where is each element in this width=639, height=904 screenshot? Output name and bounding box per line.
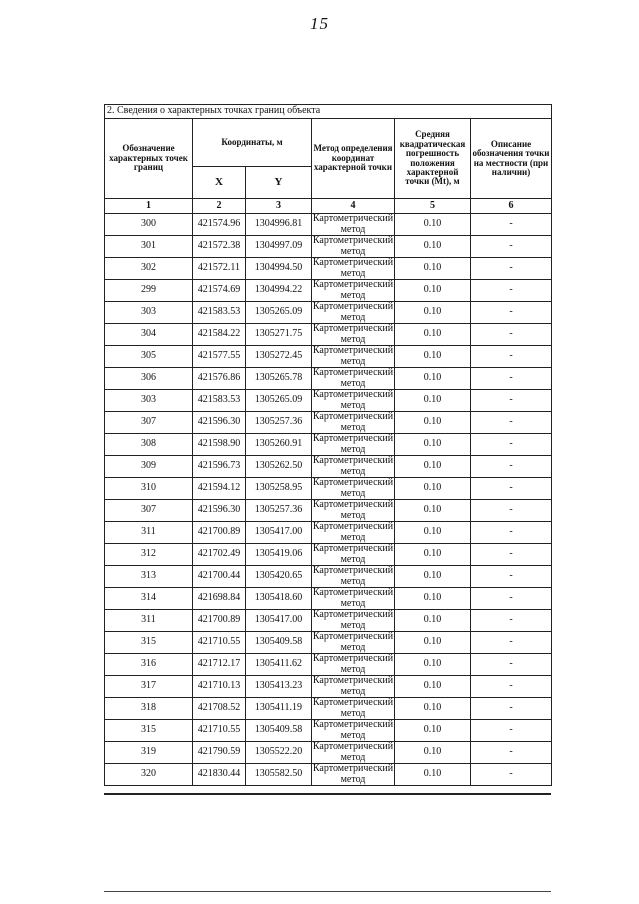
method-cell: Картометрический метод	[312, 279, 394, 301]
error-cell: 0.10	[395, 478, 471, 500]
x-cell: 421594.12	[193, 478, 246, 500]
description-cell: -	[471, 478, 552, 500]
y-cell: 1305260.91	[246, 434, 312, 456]
description-cell: -	[471, 742, 552, 764]
x-cell: 421577.55	[193, 346, 246, 368]
error-cell: 0.10	[395, 236, 471, 258]
method-cell: Картометрический метод	[312, 323, 394, 345]
description-cell: -	[471, 434, 552, 456]
error-cell: 0.10	[395, 588, 471, 610]
point-cell: 313	[105, 566, 193, 588]
method-cell: Картометрический метод	[312, 477, 394, 499]
y-cell: 1305257.36	[246, 412, 312, 434]
description-cell: -	[471, 280, 552, 302]
point-cell: 302	[105, 258, 193, 280]
description-cell: -	[471, 522, 552, 544]
error-cell: 0.10	[395, 632, 471, 654]
method-cell: Картометрический метод	[312, 367, 394, 389]
description-cell: -	[471, 346, 552, 368]
description-cell: -	[471, 412, 552, 434]
error-cell: 0.10	[395, 566, 471, 588]
x-cell: 421710.55	[193, 632, 246, 654]
point-cell: 305	[105, 346, 193, 368]
point-cell: 309	[105, 456, 193, 478]
error-cell: 0.10	[395, 390, 471, 412]
error-cell: 0.10	[395, 280, 471, 302]
y-cell: 1305262.50	[246, 456, 312, 478]
x-cell: 421830.44	[193, 764, 246, 786]
x-cell: 421574.69	[193, 280, 246, 302]
method-cell: Картометрический метод	[312, 741, 394, 763]
error-cell: 0.10	[395, 214, 471, 236]
description-cell: -	[471, 676, 552, 698]
method-cell: Картометрический метод	[312, 345, 394, 367]
description-cell: -	[471, 610, 552, 632]
column-number: 5	[395, 199, 471, 214]
method-cell: Картометрический метод	[312, 543, 394, 565]
y-cell: 1305522.20	[246, 742, 312, 764]
table-row	[105, 588, 552, 610]
y-cell: 1305411.62	[246, 654, 312, 676]
header-x: X	[193, 167, 246, 199]
method-cell: Картометрический метод	[312, 587, 394, 609]
x-cell: 421700.89	[193, 522, 246, 544]
point-cell: 303	[105, 302, 193, 324]
y-cell: 1305271.75	[246, 324, 312, 346]
y-cell: 1304994.22	[246, 280, 312, 302]
y-cell: 1305265.09	[246, 302, 312, 324]
description-cell: -	[471, 456, 552, 478]
description-cell: -	[471, 236, 552, 258]
table-row	[105, 214, 552, 236]
table-row	[105, 764, 552, 786]
x-cell: 421583.53	[193, 390, 246, 412]
description-cell: -	[471, 500, 552, 522]
point-cell: 301	[105, 236, 193, 258]
description-cell: -	[471, 258, 552, 280]
error-cell: 0.10	[395, 500, 471, 522]
header-designation: Обозначение характерных точек границ	[105, 119, 193, 199]
x-cell: 421702.49	[193, 544, 246, 566]
description-cell: -	[471, 302, 552, 324]
column-number: 1	[105, 199, 193, 214]
header-description: Описание обозначения точки на местности (при наличии)	[471, 119, 552, 199]
x-cell: 421572.11	[193, 258, 246, 280]
table-row	[105, 302, 552, 324]
table-row	[105, 456, 552, 478]
table-row	[105, 478, 552, 500]
footer-line	[104, 891, 551, 892]
method-cell: Картометрический метод	[312, 499, 394, 521]
table-row	[105, 368, 552, 390]
x-cell: 421710.13	[193, 676, 246, 698]
table-row	[105, 434, 552, 456]
table-row	[105, 346, 552, 368]
table-row	[105, 632, 552, 654]
table-row	[105, 544, 552, 566]
error-cell: 0.10	[395, 346, 471, 368]
method-cell: Картометрический метод	[312, 213, 394, 235]
y-cell: 1305272.45	[246, 346, 312, 368]
x-cell: 421598.90	[193, 434, 246, 456]
x-cell: 421596.30	[193, 500, 246, 522]
description-cell: -	[471, 214, 552, 236]
x-cell: 421700.89	[193, 610, 246, 632]
table-row	[105, 522, 552, 544]
method-cell: Картометрический метод	[312, 653, 394, 675]
y-cell: 1305582.50	[246, 764, 312, 786]
point-cell: 299	[105, 280, 193, 302]
point-cell: 303	[105, 390, 193, 412]
description-cell: -	[471, 588, 552, 610]
table-body	[105, 214, 552, 786]
header-y: Y	[246, 167, 312, 199]
x-cell: 421583.53	[193, 302, 246, 324]
header-coordinates: Координаты, м	[193, 119, 312, 167]
method-cell: Картометрический метод	[312, 719, 394, 741]
error-cell: 0.10	[395, 742, 471, 764]
error-cell: 0.10	[395, 676, 471, 698]
method-cell: Картометрический метод	[312, 411, 394, 433]
error-cell: 0.10	[395, 434, 471, 456]
x-cell: 421790.59	[193, 742, 246, 764]
x-cell: 421712.17	[193, 654, 246, 676]
method-cell: Картометрический метод	[312, 565, 394, 587]
point-cell: 308	[105, 434, 193, 456]
description-cell: -	[471, 698, 552, 720]
y-cell: 1305265.09	[246, 390, 312, 412]
boundary-points-table	[104, 104, 552, 786]
method-cell: Картометрический метод	[312, 521, 394, 543]
table-row	[105, 390, 552, 412]
table-row	[105, 324, 552, 346]
table-row	[105, 654, 552, 676]
point-cell: 314	[105, 588, 193, 610]
point-cell: 311	[105, 610, 193, 632]
divider-line	[104, 793, 551, 795]
error-cell: 0.10	[395, 368, 471, 390]
x-cell: 421576.86	[193, 368, 246, 390]
method-cell: Картометрический метод	[312, 235, 394, 257]
description-cell: -	[471, 566, 552, 588]
point-cell: 316	[105, 654, 193, 676]
point-cell: 315	[105, 632, 193, 654]
error-cell: 0.10	[395, 456, 471, 478]
y-cell: 1305409.58	[246, 720, 312, 742]
x-cell: 421700.44	[193, 566, 246, 588]
column-number: 4	[312, 199, 395, 214]
point-cell: 317	[105, 676, 193, 698]
table-row	[105, 280, 552, 302]
y-cell: 1305420.65	[246, 566, 312, 588]
x-cell: 421596.30	[193, 412, 246, 434]
x-cell: 421572.38	[193, 236, 246, 258]
y-cell: 1305257.36	[246, 500, 312, 522]
y-cell: 1305409.58	[246, 632, 312, 654]
y-cell: 1305258.95	[246, 478, 312, 500]
method-cell: Картометрический метод	[312, 697, 394, 719]
point-cell: 319	[105, 742, 193, 764]
method-cell: Картометрический метод	[312, 609, 394, 631]
column-number: 2	[193, 199, 246, 214]
error-cell: 0.10	[395, 654, 471, 676]
table-row	[105, 566, 552, 588]
point-cell: 307	[105, 412, 193, 434]
point-cell: 307	[105, 500, 193, 522]
x-cell: 421698.84	[193, 588, 246, 610]
y-cell: 1305413.23	[246, 676, 312, 698]
point-cell: 306	[105, 368, 193, 390]
column-number: 3	[246, 199, 312, 214]
y-cell: 1305417.00	[246, 610, 312, 632]
table-row	[105, 500, 552, 522]
method-cell: Картометрический метод	[312, 631, 394, 653]
point-cell: 311	[105, 522, 193, 544]
table-row	[105, 412, 552, 434]
header-error: Средняя квадратическая погрешность положения характерной точки (Mt), м	[395, 119, 471, 199]
x-cell: 421596.73	[193, 456, 246, 478]
x-cell: 421584.22	[193, 324, 246, 346]
method-cell: Картометрический метод	[312, 433, 394, 455]
x-cell: 421708.52	[193, 698, 246, 720]
error-cell: 0.10	[395, 412, 471, 434]
description-cell: -	[471, 654, 552, 676]
point-cell: 312	[105, 544, 193, 566]
error-cell: 0.10	[395, 522, 471, 544]
method-cell: Картометрический метод	[312, 455, 394, 477]
error-cell: 0.10	[395, 720, 471, 742]
error-cell: 0.10	[395, 610, 471, 632]
y-cell: 1304997.09	[246, 236, 312, 258]
x-cell: 421574.96	[193, 214, 246, 236]
table-row	[105, 698, 552, 720]
table-row	[105, 610, 552, 632]
column-number: 6	[471, 199, 552, 214]
description-cell: -	[471, 368, 552, 390]
description-cell: -	[471, 632, 552, 654]
description-cell: -	[471, 720, 552, 742]
method-cell: Картометрический метод	[312, 675, 394, 697]
y-cell: 1305411.19	[246, 698, 312, 720]
description-cell: -	[471, 390, 552, 412]
error-cell: 0.10	[395, 764, 471, 786]
y-cell: 1305419.06	[246, 544, 312, 566]
header-method: Метод определения координат характерной точки	[312, 119, 395, 199]
point-cell: 320	[105, 764, 193, 786]
y-cell: 1305265.78	[246, 368, 312, 390]
method-cell: Картометрический метод	[312, 301, 394, 323]
error-cell: 0.10	[395, 258, 471, 280]
table-row	[105, 258, 552, 280]
description-cell: -	[471, 324, 552, 346]
error-cell: 0.10	[395, 324, 471, 346]
method-cell: Картометрический метод	[312, 257, 394, 279]
method-cell: Картометрический метод	[312, 763, 394, 785]
error-cell: 0.10	[395, 302, 471, 324]
page-number: 15	[310, 14, 329, 33]
point-cell: 310	[105, 478, 193, 500]
y-cell: 1304994.50	[246, 258, 312, 280]
error-cell: 0.10	[395, 698, 471, 720]
method-cell: Картометрический метод	[312, 389, 394, 411]
point-cell: 300	[105, 214, 193, 236]
x-cell: 421710.55	[193, 720, 246, 742]
description-cell: -	[471, 544, 552, 566]
error-cell: 0.10	[395, 544, 471, 566]
table-row	[105, 742, 552, 764]
point-cell: 318	[105, 698, 193, 720]
point-cell: 304	[105, 324, 193, 346]
table-row	[105, 236, 552, 258]
table-row	[105, 720, 552, 742]
y-cell: 1305418.60	[246, 588, 312, 610]
y-cell: 1305417.00	[246, 522, 312, 544]
y-cell: 1304996.81	[246, 214, 312, 236]
point-cell: 315	[105, 720, 193, 742]
table-row	[105, 676, 552, 698]
description-cell: -	[471, 764, 552, 786]
section-title: 2. Сведения о характерных точках границ объекта	[105, 105, 552, 119]
